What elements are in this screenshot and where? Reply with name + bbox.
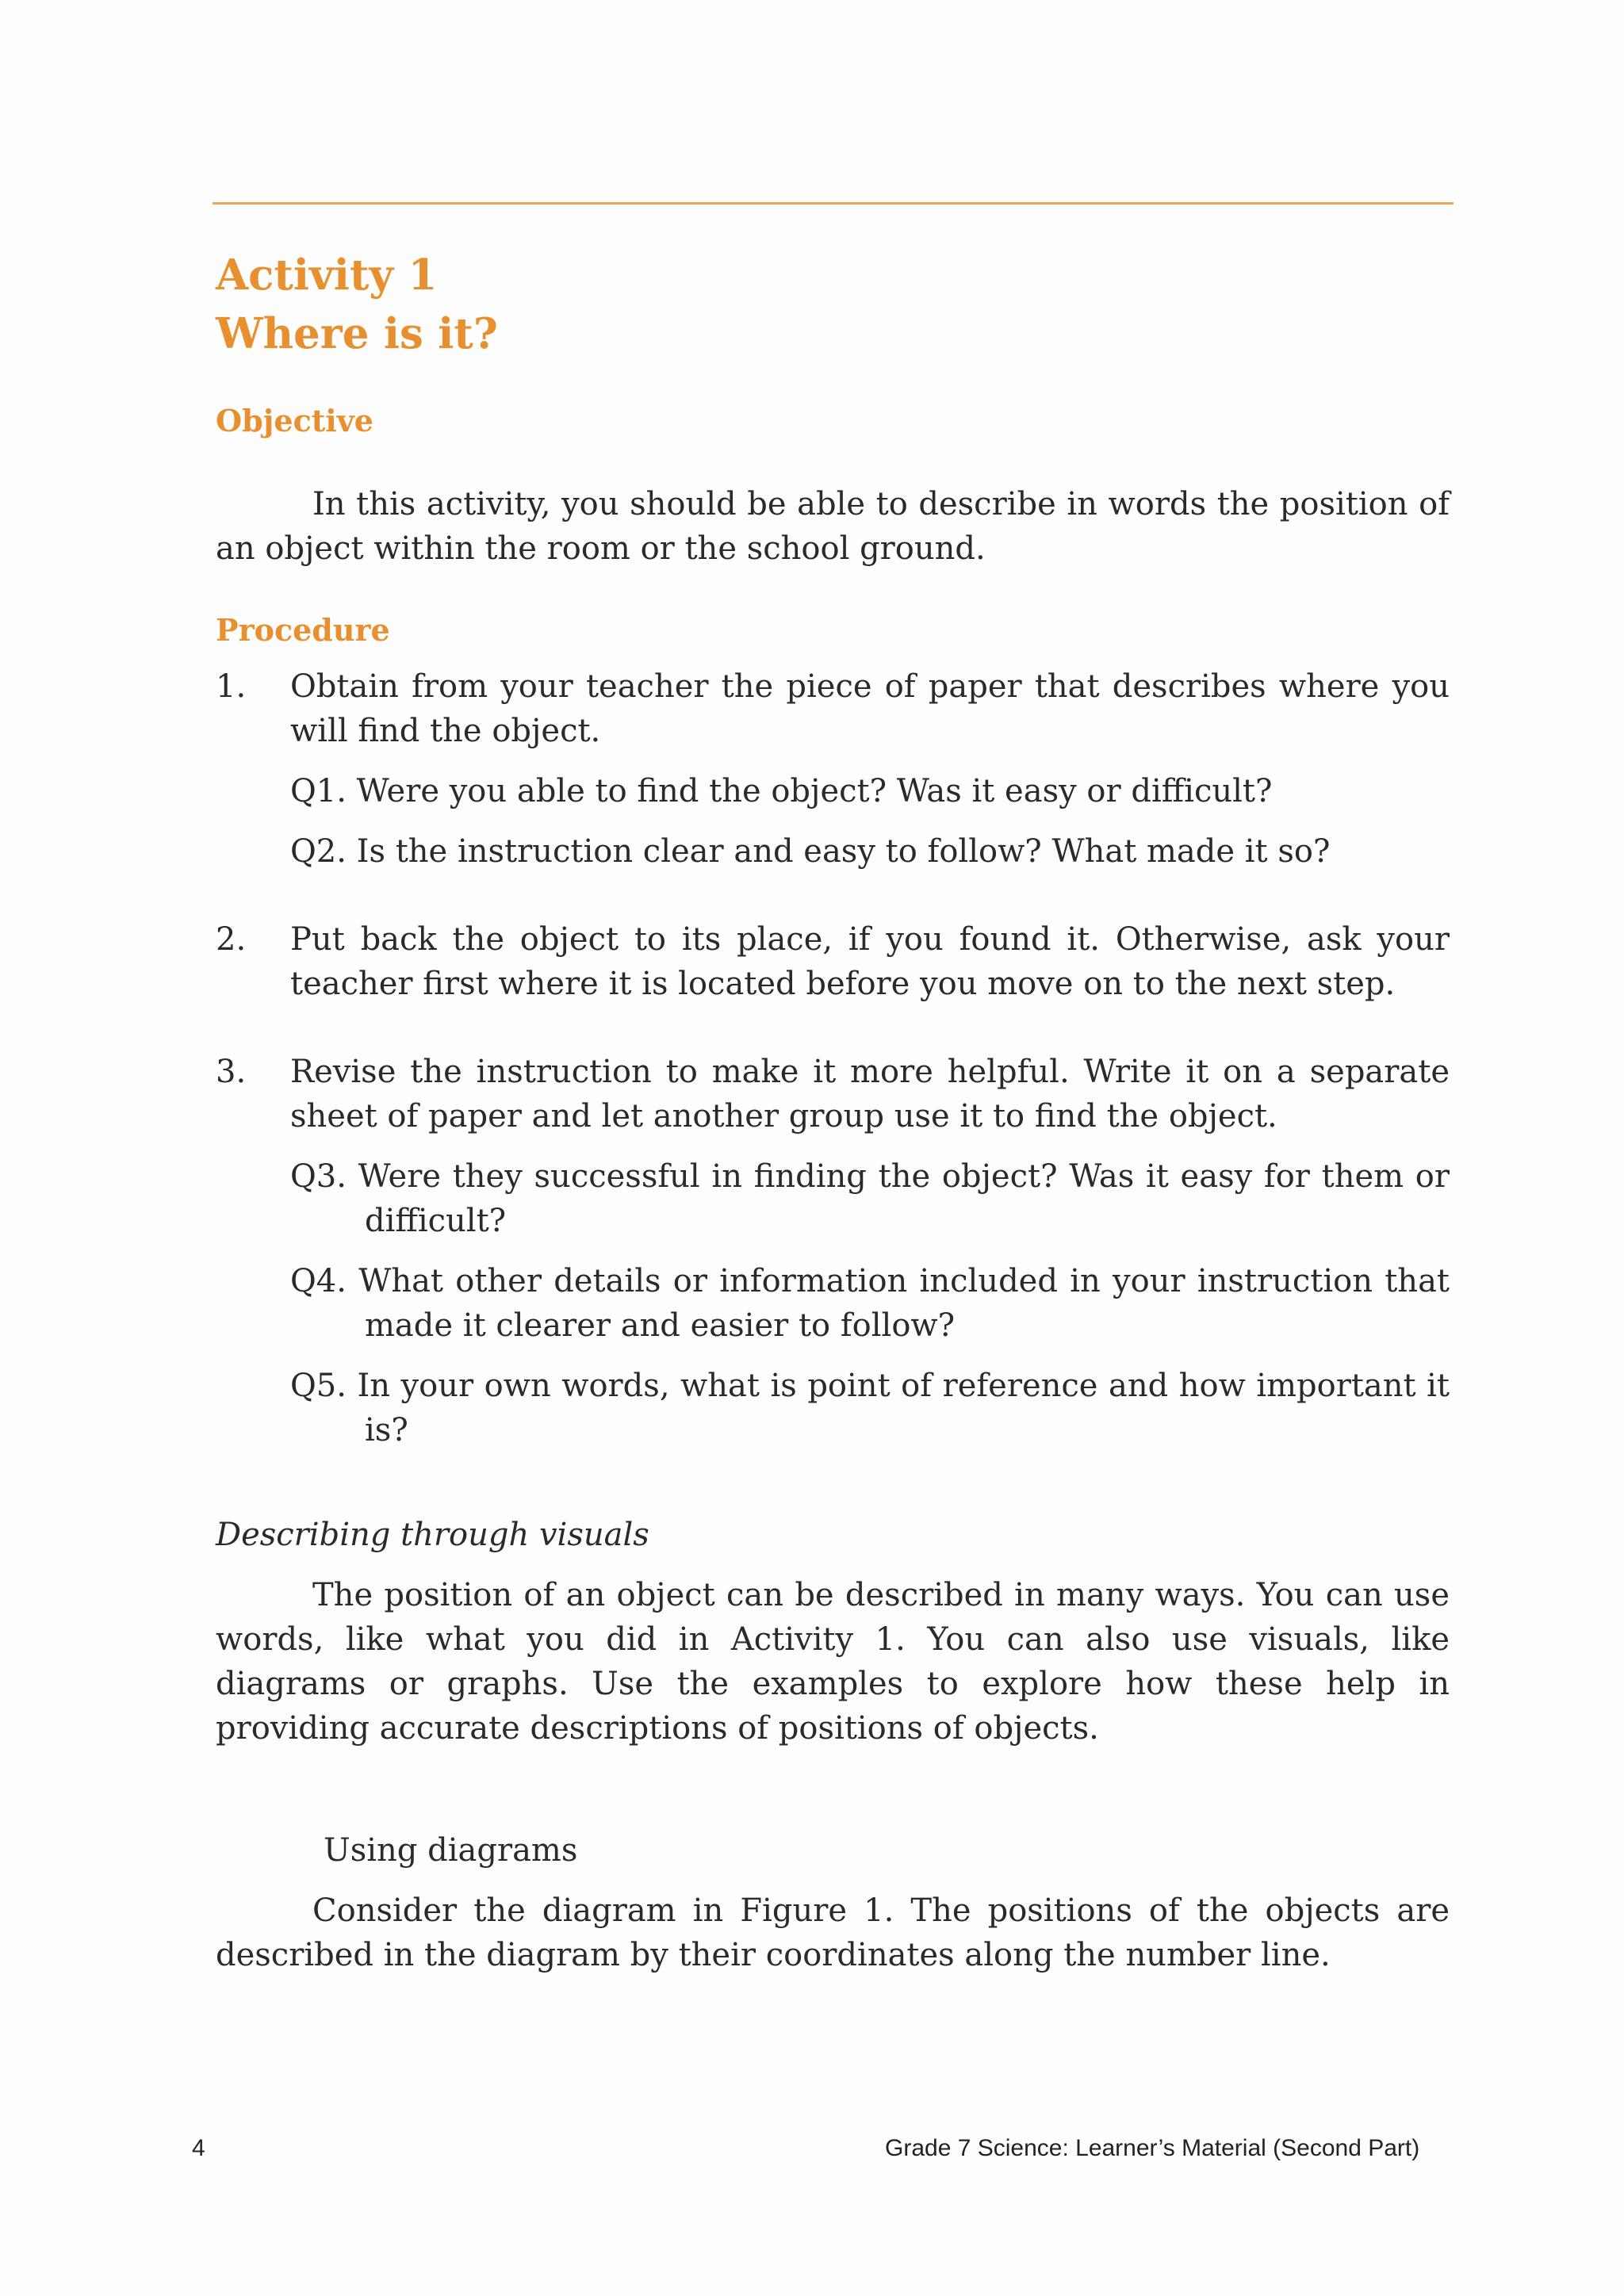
step-text: Put back the object to its place, if you found it. Otherwise, ask your teacher first where it is located before you move on to the next step. xyxy=(290,921,1450,1002)
diagrams-text: Consider the diagram in Figure 1. The positions of the objects are described in the diagram by their coordinates along the number line. xyxy=(216,1892,1450,1973)
question-q4: Q4. What other details or information included in your instruction that made it clearer and easier to follow? xyxy=(290,1263,1450,1344)
objective-heading: Objective xyxy=(216,403,373,438)
page-number: 4 xyxy=(192,2135,205,2161)
step-text: Revise the instruction to make it more helpful. Write it on a separate sheet of paper and let another group use it to find the object. xyxy=(290,1054,1450,1135)
question-q2: Q2. Is the instruction clear and easy to follow? What made it so? xyxy=(290,833,1331,870)
step-text: Obtain from your teacher the piece of paper that describes where you will find the object. xyxy=(290,668,1450,749)
procedure-heading: Procedure xyxy=(216,612,390,648)
header-rule xyxy=(213,202,1454,205)
question-q3: Q3. Were they successful in finding the object? Was it easy for them or difficult? xyxy=(290,1158,1450,1239)
activity-title: Where is it? xyxy=(216,309,498,358)
objective-text: In this activity, you should be able to describe in words the position of an object within the room or the school ground. xyxy=(216,486,1450,567)
step-number: 1. xyxy=(216,668,247,705)
question-q1: Q1. Were you able to find the object? Was it easy or difficult? xyxy=(290,773,1273,809)
step-number: 2. xyxy=(216,921,247,958)
page-content xyxy=(216,246,1450,1977)
visuals-heading: Describing through visuals xyxy=(216,1517,649,1553)
procedure-step-2 xyxy=(216,917,1450,1006)
footer-title: Grade 7 Science: Learner’s Material (Second Part) xyxy=(885,2135,1420,2161)
activity-label: Activity 1 xyxy=(216,251,438,300)
question-q5: Q5. In your own words, what is point of reference and how important it is? xyxy=(290,1368,1450,1448)
step-number: 3. xyxy=(216,1054,247,1090)
visuals-text: The position of an object can be described in many ways. You can use words, like what you did in Activity 1. You can also use visuals, like diagrams or graphs. Use the examples to explore how these help in providing accurate descriptions of positions of objects. xyxy=(216,1577,1450,1747)
procedure-step-3 xyxy=(216,1050,1450,1452)
procedure-step-1 xyxy=(216,664,1450,874)
diagrams-heading: Using diagrams xyxy=(324,1832,578,1869)
procedure-steps xyxy=(216,664,1450,1452)
